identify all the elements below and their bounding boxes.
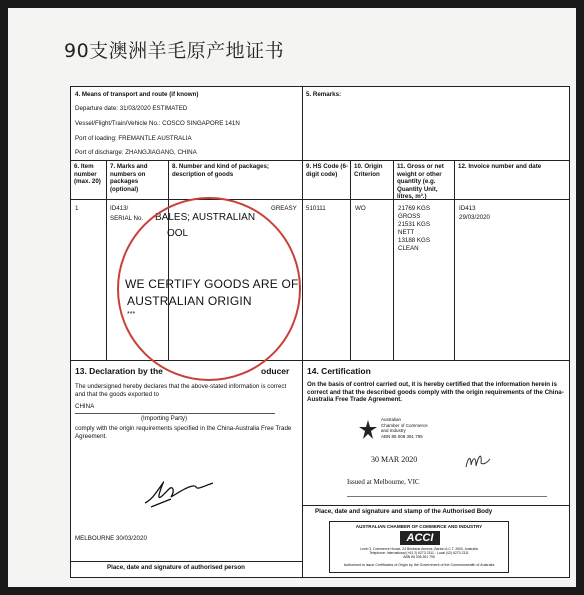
acci-stamp — [329, 521, 509, 573]
origin-criterion-value: WO — [355, 205, 366, 212]
col-marks: 7. Marks and numbers on packages (optional) — [110, 163, 148, 193]
stamp-stars: *** — [127, 311, 136, 318]
desc-line-1: BALES; AUSTRALIAN — [155, 212, 256, 223]
issued-at: Issued at Melbourne, VIC — [347, 478, 420, 486]
certifier-signature — [463, 451, 493, 471]
declaration-text: The undersigned hereby declares that the above-stated information is correct and that the goods exported to — [75, 383, 287, 398]
certification-date: 30 MAR 2020 — [371, 455, 418, 464]
col-origin-criterion: 10. Origin Criterion — [354, 163, 383, 178]
page-title: 90支澳洲羊毛原产地证书 — [64, 40, 285, 62]
weight-line: NETT — [398, 229, 415, 236]
transport-heading: 4. Means of transport and route (if known) — [75, 91, 199, 98]
weight-list — [398, 205, 430, 253]
chamber-line: and Industry — [381, 428, 406, 433]
stamp-line-1: WE CERTIFY GOODS ARE OF — [125, 277, 299, 291]
chamber-star-logo-icon — [357, 419, 379, 441]
chamber-line: Chamber of Commerce — [381, 422, 428, 428]
acci-addr-line: Telephone: International (+61 2) 6273 2311 - Local (02) 6273 2311 — [369, 551, 469, 555]
acci-abn: ABN 85 008 391 795 — [403, 555, 435, 559]
chamber-text — [381, 417, 428, 439]
declaration-heading: 13. Declaration by the — [75, 366, 163, 376]
acci-address — [330, 547, 508, 559]
acci-title: AUSTRALIAN CHAMBER OF COMMERCE AND INDUSTRY — [355, 524, 483, 529]
weight-line: 21769 KGS — [398, 205, 430, 212]
vessel-number: Vessel/Flight/Train/Vehicle No.: COSCO SINGAPORE 141N — [75, 120, 240, 127]
authorised-person-label: Place, date and signature of authorised person — [107, 564, 245, 571]
invoice-date: 29/03/2020 — [459, 214, 490, 221]
marks-value: ID413/ — [110, 205, 129, 212]
stamp-line-2: AUSTRALIAN ORIGIN — [127, 294, 252, 308]
hs-code-value: 510111 — [306, 205, 326, 212]
authorised-body-label: Place, date and signature and stamp of the Authorised Body — [315, 508, 493, 515]
serial-number: SERIAL No. — [110, 215, 144, 222]
place-date: MELBOURNE 30/03/2020 — [75, 535, 147, 542]
declaration-heading-tail: oducer — [261, 366, 290, 376]
declaration-comply: comply with the origin requirements specified in the China-Australia Free Trade Agreement. — [75, 425, 292, 440]
col-hs-code: 9. HS Code (6-digit code) — [306, 163, 348, 178]
exporter-signature — [141, 469, 221, 511]
importing-party-label: (Importing Party) — [141, 415, 188, 422]
certification-heading: 14. Certification — [307, 366, 371, 376]
weight-line: GROSS — [398, 213, 421, 220]
certificate-document — [70, 86, 570, 578]
desc-line-2: OOL — [167, 228, 189, 239]
chamber-line: ABN 85 008 391 795 — [381, 433, 423, 439]
col-item-number: 6. Item number (max. 20) — [74, 163, 101, 185]
col-description: 8. Number and kind of packages; description of goods — [172, 163, 269, 178]
col-invoice: 12. Invoice number and date — [458, 163, 542, 170]
remarks-heading: 5. Remarks: — [306, 91, 342, 98]
item-number: 1 — [75, 205, 79, 212]
acci-note: Authorised to issue Certificates of Origin by the Government of the Commonwealth of Australia — [343, 563, 495, 567]
weight-line: CLEAN — [398, 245, 419, 252]
port-of-loading: Port of loading: FREMANTLE AUSTRALIA — [75, 135, 192, 142]
desc-greasy: GREASY — [271, 205, 297, 212]
invoice-number: ID413 — [459, 205, 476, 212]
weight-line: 21531 KGS — [398, 221, 430, 228]
acci-addr-line: Level 3, Commerce House, 24 Brisbane Avenue, Barton A.C.T. 2600, Australia — [360, 547, 478, 551]
chamber-line: Australian — [381, 417, 402, 422]
acci-logo: ACCI — [400, 531, 440, 545]
port-of-discharge: Port of discharge: ZHANGJIAGANG, CHINA — [75, 149, 197, 156]
col-weight: 11. Gross or net weight or other quantity (e.g. Quantity Unit, litres, m³.) — [397, 163, 444, 200]
weight-line: 13188 KGS — [398, 237, 430, 244]
departure-date: Departure date: 31/03/2020 ESTIMATED — [75, 105, 188, 112]
export-country: CHINA — [75, 403, 95, 410]
certification-text: On the basis of control carried out, it is hereby certified that the information herein is correct and that the described goods comply with the origin requirements of the China-Australia Free Trade Agreement. — [307, 381, 564, 403]
